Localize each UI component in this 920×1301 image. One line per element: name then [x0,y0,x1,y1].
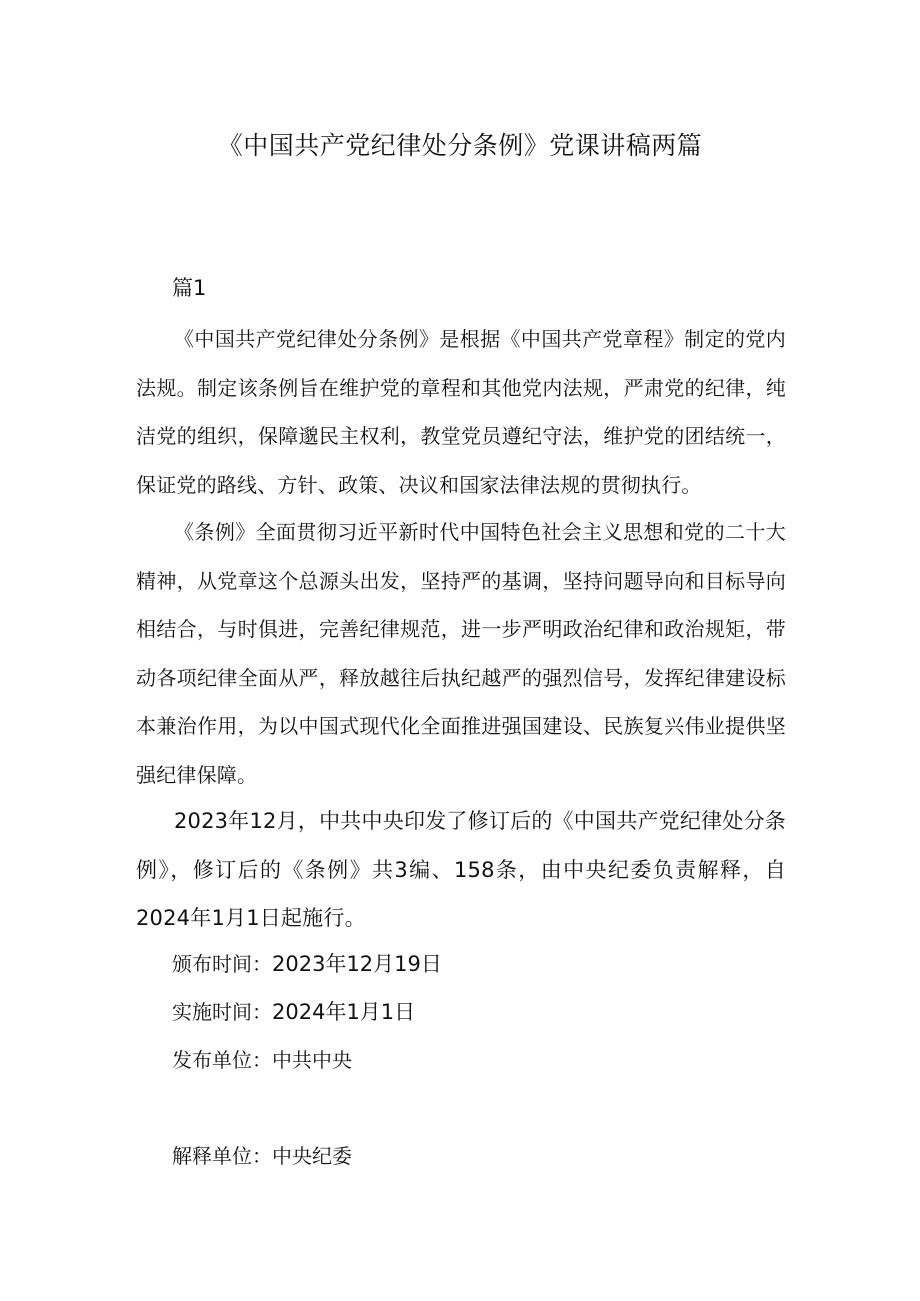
field-value: 2024年1月1日 [272,1000,416,1024]
paragraph-1: 《中国共产党纪律处分条例》是根据《中国共产党章程》制定的党内法规。制定该条例旨在维护党的章程和其他党内法规，严肃党的纪律，纯洁党的组织，保障邈民主权利，教堂党员遵纪守法，维护党的团结统一，保证党的路线、方针、政策、决议和国家法律法规的贯彻执行。 [136,327,786,497]
field-effective-date [172,996,415,1028]
field-value: 2023年12月19日 [272,952,442,976]
field-value: 中央纪委 [272,1144,352,1168]
field-issuing-body [172,1044,352,1076]
field-label: 实施时间： [172,1000,272,1024]
field-value: 中共中央 [272,1048,352,1072]
field-label: 发布单位： [172,1048,272,1072]
paragraph-2: 《条例》全面贯彻习近平新时代中国特色社会主义思想和党的二十大精神，从党章这个总源头出发，坚持严的基调，坚持问题导向和目标导向相结合，与时俱进，完善纪律规范，进一步严明政治纪律和政治规矩，带动各项纪律全面从严，释放越往后执纪越严的强烈信号，发挥纪律建设标本兼治作用，为以中国式现代化全面推进强国建设、民族复兴伟业提供坚强纪律保障。 [136,520,786,787]
document-title: 《中国共产党纪律处分条例》党课讲稿两篇 [217,131,703,160]
section-heading: 篇1 [172,276,207,300]
field-promulgation-date [172,948,442,980]
field-label: 解释单位： [172,1144,272,1168]
field-interpreting-body [172,1140,352,1172]
field-label: 颁布时间： [172,952,272,976]
paragraph-3: 2023年12月，中共中央印发了修订后的《中国共产党纪律处分条例》，修订后的《条例》共3编、158条，由中央纪委负责解释，自2024年1月1日起施行。 [136,809,786,930]
